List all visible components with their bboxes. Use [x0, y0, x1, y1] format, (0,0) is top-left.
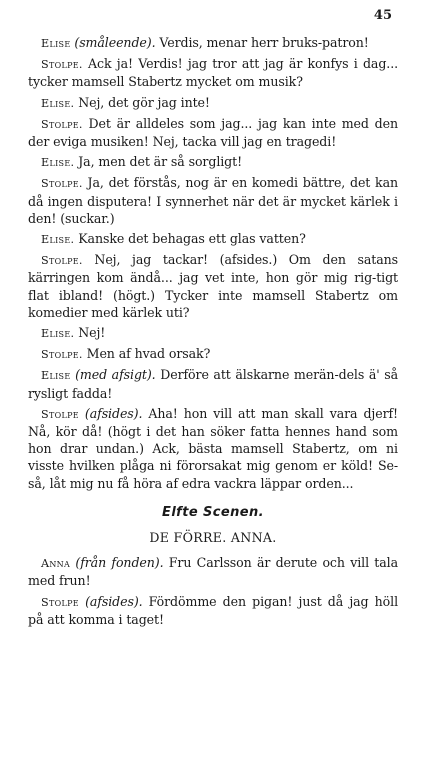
- page-text: [28, 34, 398, 631]
- speaker-name: Stolpe.: [41, 177, 83, 191]
- speaker-name: Stolpe: [41, 407, 79, 421]
- dialogue-text: Kanske det behagas ett glas vatten?: [74, 231, 306, 247]
- stage-direction: (från fonden).: [75, 555, 164, 571]
- speaker-name: Anna: [41, 557, 71, 571]
- dialogue-paragraph: [28, 34, 398, 52]
- dialogue-paragraph: [28, 405, 398, 492]
- speaker-name: Stolpe.: [41, 254, 83, 268]
- dialogue-text: Derföre att älskarne merän-dels ä' så rysligt fadda!: [28, 367, 398, 401]
- dialogue-paragraph: [28, 251, 398, 321]
- dialogue-paragraph: [28, 174, 398, 227]
- stage-direction: (afsides).: [84, 405, 143, 421]
- speaker-name: Elise: [41, 369, 71, 383]
- dialogue-paragraph: [28, 94, 398, 112]
- dialogue-paragraph: [28, 593, 398, 628]
- dialogue-text: Ja, det förstås, nog är en komedi bättre, det kan då ingen disputera! I synnerhet när det är mycket kärlek i den! (suckar.): [28, 175, 398, 226]
- dialogue-paragraph: [28, 153, 398, 171]
- dialogue-paragraph: [28, 366, 398, 401]
- stage-direction: (afsides).: [85, 593, 143, 609]
- dialogue-paragraph: [28, 554, 398, 589]
- dialogue-section-2: [28, 554, 398, 628]
- dialogue-text: Ack ja! Verdis! jag tror att jag är konfys i dag... tycker mamsell Stabertz mycket om musik?: [28, 56, 398, 90]
- speaker-name: Stolpe.: [41, 117, 83, 131]
- speaker-name: Stolpe.: [41, 348, 83, 362]
- dialogue-paragraph: [28, 55, 398, 90]
- dialogue-text: Nej, det gör jag inte!: [74, 94, 210, 110]
- dialogue-text: Aha! hon vill att man skall vara djerf! Nå, kör då! (högt i det han söker fatta hennes hand som hon drar undan.) Ack, bästa mamsell Stabertz, om ni visste hvilken plåga ni förorsakat mig genom er köld! Se-så, låt mig nu få höra af edra vackra läppar orden...: [28, 405, 399, 491]
- scene-heading: Elfte Scenen.: [162, 504, 264, 520]
- speaker-name: Elise: [41, 37, 71, 50]
- dialogue-text: Men af hvad orsak?: [82, 346, 211, 362]
- dialogue-text: Ja, men det är så sorgligt!: [74, 154, 243, 170]
- dialogue-text: Nej, jag tackar! (afsides.) Om den satans kärringen kom ändå... jag vet inte, hon gör mig rig-tigt flat ibland! (högt.) Tycker inte mamsell Stabertz om komedier med kärlek uti?: [28, 252, 398, 320]
- page-number: 45: [373, 8, 392, 23]
- dialogue-paragraph: [28, 324, 398, 342]
- dialogue-text: Fru Carlsson är derute och vill tala med frun!: [28, 555, 398, 589]
- dialogue-text: Fördömme den pigan! just då jag höll på att komma i taget!: [28, 593, 398, 627]
- speaker-name: Stolpe: [41, 595, 79, 609]
- dialogue-paragraph: [28, 230, 398, 248]
- speaker-name: Elise.: [41, 327, 75, 341]
- stage-direction: (småleende).: [74, 35, 156, 50]
- dialogue-paragraph: [28, 115, 398, 150]
- characters-line: DE FÖRRE. ANNA.: [149, 530, 277, 546]
- dialogue-text: Det är alldeles som jag... jag kan inte med den der eviga musiken! Nej, tacka vill jag en tragedi!: [28, 115, 398, 150]
- dialogue-paragraph: [28, 345, 398, 363]
- speaker-name: Elise.: [41, 233, 75, 247]
- dialogue-section-1: [28, 34, 398, 492]
- dialogue-text: Verdis, menar herr bruks-patron!: [155, 35, 369, 50]
- speaker-name: Elise.: [41, 96, 75, 110]
- speaker-name: Elise.: [41, 156, 75, 170]
- stage-direction: (med afsigt).: [75, 367, 156, 383]
- speaker-name: Stolpe.: [41, 58, 83, 72]
- dialogue-text: Nej!: [74, 325, 106, 341]
